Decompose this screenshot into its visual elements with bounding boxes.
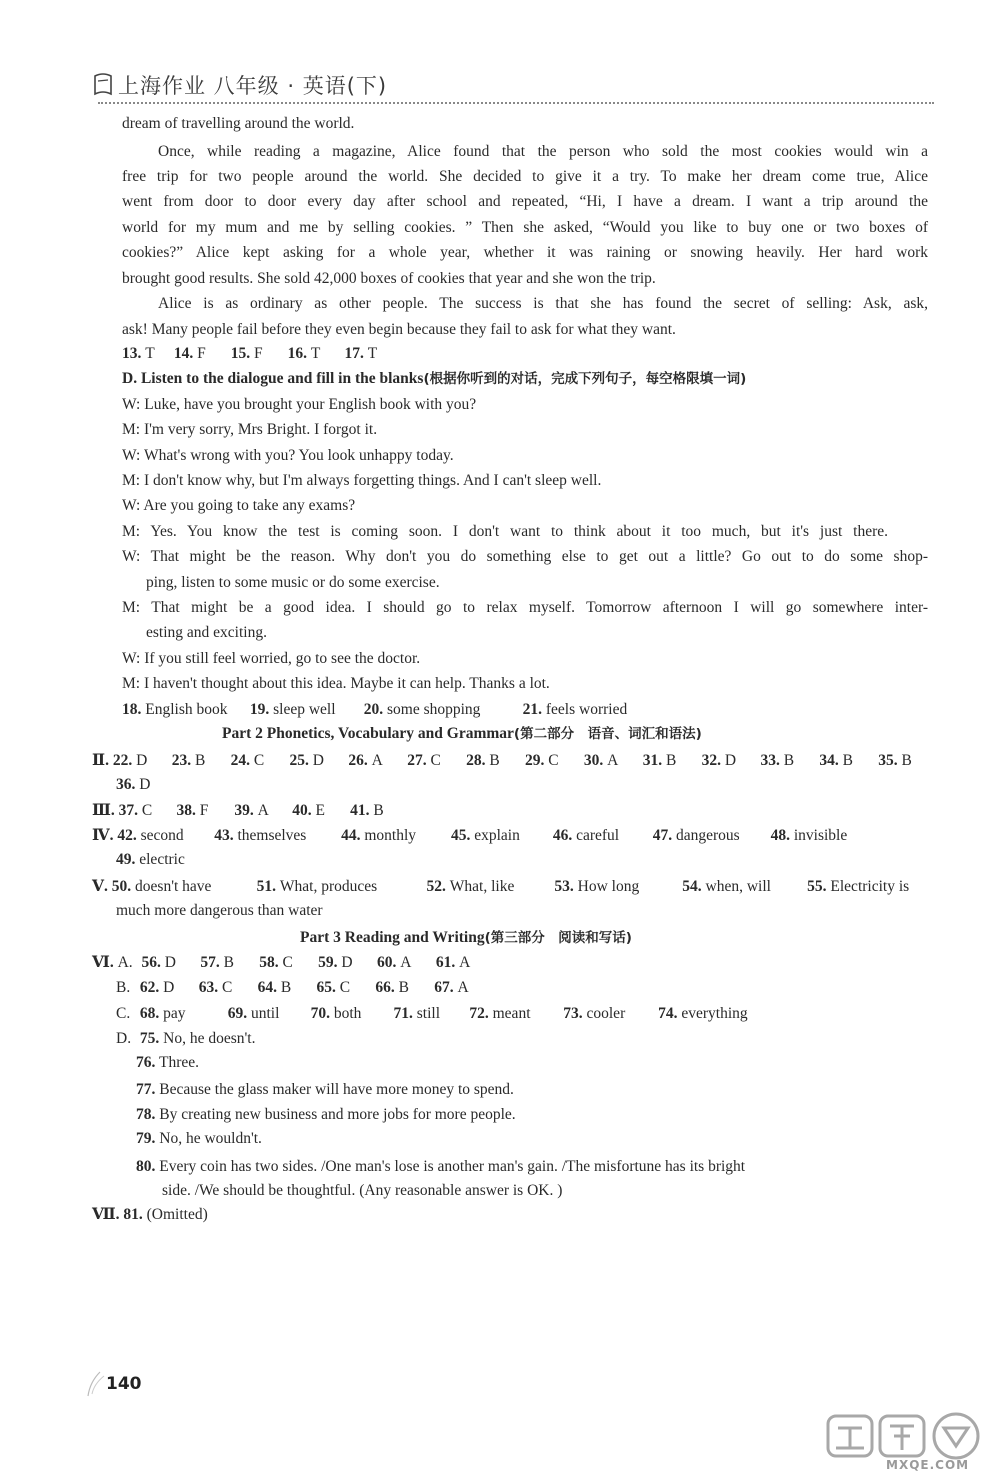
- answer-value: B: [842, 752, 853, 769]
- answer-value: A: [400, 954, 412, 971]
- answer-number: 52.: [426, 878, 446, 895]
- answer-number: 75.: [139, 1030, 160, 1047]
- answer-number: 24.: [230, 752, 250, 769]
- answer-number: 47.: [652, 827, 673, 844]
- answer-value: Three.: [158, 1054, 199, 1071]
- answer-value: What, like: [449, 878, 515, 895]
- answer-number: 16.: [287, 345, 307, 362]
- subsection-label: D.: [116, 1030, 132, 1047]
- answer-number: 15.: [230, 345, 251, 362]
- answer-value: T: [310, 345, 321, 362]
- roman-label: Ⅴ.: [92, 878, 108, 895]
- dialogue-line: W: That might be the reason. Why don't you do something else to get out a little? Go out to do some shop-: [122, 548, 928, 565]
- answer-value: C: [141, 802, 153, 819]
- answer-number: 56.: [141, 954, 161, 971]
- answer-value: F: [199, 802, 209, 819]
- answer-number: 29.: [524, 752, 545, 769]
- answer-value: A: [459, 954, 471, 971]
- answer-value: How long: [577, 878, 640, 895]
- section-heading-cn: (根据你听到的对话，完成下列句子，每空格限填一词): [423, 371, 747, 387]
- passage-line: brought good results. She sold 42,000 boxes of cookies that year and she won the trip.: [122, 270, 656, 287]
- answer-number: 36.: [116, 776, 136, 793]
- answer-value: B: [280, 979, 292, 996]
- answer-value: second: [140, 827, 184, 844]
- answer-value: invisible: [793, 827, 848, 844]
- dialogue-line: W: If you still feel worried, go to see the doctor.: [122, 650, 421, 667]
- answer-number: 46.: [552, 827, 573, 844]
- answer-number: 41.: [350, 802, 370, 819]
- answer-number: 79.: [136, 1130, 156, 1147]
- answer-number: 17.: [344, 345, 364, 362]
- answer-value: B: [223, 954, 234, 971]
- answer-value: some shopping: [387, 701, 481, 718]
- answer-number: 21.: [522, 701, 542, 718]
- answer-value: C: [548, 752, 559, 769]
- answer-number: 31.: [642, 752, 663, 769]
- roman-label: Ⅵ.: [92, 954, 114, 971]
- answer-value: By creating new business and more jobs for more people.: [159, 1106, 516, 1123]
- answer-number: 72.: [469, 1005, 489, 1022]
- passage-line: free trip for two people around the world. She decided to give it a try. To make her dream come true, Alice: [122, 168, 928, 185]
- answer-value: (Omitted): [146, 1206, 208, 1223]
- dialogue-line: M: I haven't thought about this idea. Maybe it can help. Thanks a lot.: [122, 675, 550, 692]
- answer-value: C: [339, 979, 351, 996]
- answer-number: 59.: [318, 954, 338, 971]
- answer-value: themselves: [237, 827, 307, 844]
- passage-line: dream of travelling around the world.: [122, 115, 355, 132]
- answer-value: meant: [492, 1005, 531, 1022]
- answer-number: 23.: [171, 752, 192, 769]
- answer-value: careful: [576, 827, 620, 844]
- dialogue-line: esting and exciting.: [146, 624, 267, 641]
- answer-value: B: [194, 752, 206, 769]
- answer-value: sleep well: [273, 701, 336, 718]
- dialogue-line: W: Luke, have you brought your English book with you?: [122, 396, 477, 413]
- answers-II-row1: [92, 751, 912, 771]
- answer-number: 35.: [878, 752, 898, 769]
- page-corner-decoration-icon: [86, 1368, 108, 1398]
- answer-number: 55.: [807, 878, 827, 895]
- answer-number: 20.: [363, 701, 384, 718]
- answer-number: 67.: [434, 979, 454, 996]
- answer-value: A: [457, 979, 469, 996]
- answer-80: [136, 1157, 745, 1177]
- answer-number: 26.: [348, 752, 368, 769]
- answer-value: cooler: [586, 1005, 626, 1022]
- answer-value: C: [430, 752, 441, 769]
- passage-line: Once, while reading a magazine, Alice found that the person who sold the most cookies would win a: [158, 143, 928, 160]
- part-title-cn: (第三部分 阅读和写话): [484, 930, 632, 946]
- answer-number: 34.: [819, 752, 839, 769]
- answer-value: Every coin has two sides. /One man's lose is another man's gain. /The misfortune has its bright: [159, 1158, 746, 1175]
- answer-value: D: [341, 954, 353, 971]
- answer-number: 62.: [139, 979, 160, 996]
- answer-value: C: [253, 752, 265, 769]
- page-title: 上海作业 八年级 · 英语(下): [118, 74, 388, 98]
- answer-number: 77.: [136, 1081, 156, 1098]
- answer-number: 39.: [234, 802, 254, 819]
- dialogue-line: M: Yes. You know the test is coming soon. I don't want to think about it too much, but it's just there.: [122, 523, 888, 540]
- page-number: 140: [106, 1374, 142, 1394]
- answers-18-21: [122, 700, 627, 720]
- answer-78: [136, 1105, 516, 1125]
- answer-number: 13.: [122, 345, 142, 362]
- answer-value: C: [222, 979, 233, 996]
- passage-line: world for my mum and me by selling cookies. ” Then she asked, “Would you like to buy one or two boxes of: [122, 219, 928, 236]
- answer-75: [116, 1029, 255, 1049]
- part3-heading: [300, 928, 632, 948]
- subsection-label: C.: [116, 1005, 131, 1022]
- answer-number: 78.: [136, 1106, 156, 1123]
- answer-number: 51.: [256, 878, 277, 895]
- answer-number: 25.: [289, 752, 309, 769]
- section-d-heading: [122, 369, 746, 389]
- answer-value: D: [163, 979, 175, 996]
- answer-80-continued: side. /We should be thoughtful. (Any reasonable answer is OK. ): [162, 1182, 563, 1199]
- answer-value: No, he doesn't.: [163, 1030, 256, 1047]
- answer-number: 19.: [249, 701, 270, 718]
- answer-value: T: [145, 345, 155, 362]
- answer-number: 48.: [770, 827, 790, 844]
- answer-number: 53.: [554, 878, 574, 895]
- answer-number: 49.: [116, 851, 136, 868]
- dialogue-line: W: Are you going to take any exams?: [122, 497, 356, 514]
- answer-79: [136, 1129, 262, 1149]
- answer-number: 57.: [200, 954, 220, 971]
- answer-number: 50.: [111, 878, 132, 895]
- answer-number: 42.: [117, 827, 137, 844]
- answer-number: 38.: [176, 802, 196, 819]
- answer-value: electric: [139, 851, 185, 868]
- answer-81: [92, 1205, 208, 1225]
- passage-line: ask! Many people fail before they even begin because they fail to ask for what they want.: [122, 321, 676, 338]
- answer-value: No, he wouldn't.: [159, 1130, 262, 1147]
- answer-number: 58.: [259, 954, 279, 971]
- answer-value: doesn't have: [135, 878, 212, 895]
- dialogue-line: ping, listen to some music or do some exercise.: [146, 574, 440, 591]
- answers-V-row1: [92, 877, 909, 897]
- answer-55-continued: much more dangerous than water: [116, 902, 323, 919]
- answer-value: B: [783, 752, 795, 769]
- answer-number: 22.: [112, 752, 133, 769]
- answers-III: [92, 801, 384, 821]
- answer-number: 68.: [139, 1005, 160, 1022]
- answer-number: 30.: [583, 752, 604, 769]
- answer-number: 28.: [466, 752, 486, 769]
- answer-number: 64.: [257, 979, 277, 996]
- answer-value: D: [312, 752, 324, 769]
- answers-IV-row1: [92, 826, 847, 846]
- answer-number: 63.: [198, 979, 219, 996]
- answer-number: 54.: [682, 878, 702, 895]
- answer-number: 61.: [435, 954, 456, 971]
- answer-number: 69.: [227, 1005, 248, 1022]
- subsection-label: B.: [116, 979, 131, 996]
- answer-value: dangerous: [675, 827, 740, 844]
- watermark-text: MXQE.COM: [886, 1458, 970, 1472]
- answer-value: C: [282, 954, 293, 971]
- answer-number: 14.: [173, 345, 194, 362]
- part-title-cn: (第二部分 语音、词汇和语法): [513, 726, 702, 742]
- answer-value: F: [254, 345, 263, 362]
- dialogue-line: M: I'm very sorry, Mrs Bright. I forgot it.: [122, 421, 378, 438]
- roman-label: Ⅱ.: [92, 752, 109, 769]
- roman-label: Ⅲ.: [92, 802, 115, 819]
- answer-number: 44.: [341, 827, 361, 844]
- answers-II-row2: [116, 775, 150, 795]
- answer-value: both: [333, 1005, 362, 1022]
- answers-VI-B: [116, 978, 469, 998]
- roman-label: Ⅶ.: [92, 1206, 120, 1223]
- answer-value: E: [315, 802, 325, 819]
- answer-value: B: [373, 802, 384, 819]
- answer-value: D: [164, 954, 176, 971]
- dialogue-line: M: That might be a good idea. I should go to relax myself. Tomorrow afternoon I will go somewhere inter-: [122, 599, 928, 616]
- subsection-label: A.: [117, 954, 133, 971]
- answer-value: A: [257, 802, 269, 819]
- answers-VI-C: [116, 1004, 748, 1024]
- answer-value: D: [136, 752, 148, 769]
- part-title: Part 2 Phonetics, Vocabulary and Grammar: [222, 725, 514, 742]
- answer-value: Electricity is: [830, 878, 910, 895]
- answer-value: still: [416, 1005, 441, 1022]
- answer-value: pay: [163, 1005, 186, 1022]
- answer-value: everything: [681, 1005, 748, 1022]
- answer-value: D: [724, 752, 737, 769]
- answer-number: 74.: [658, 1005, 678, 1022]
- passage-line: cookies?” Alice kept asking for a whole year, whether it was raining or snowing heavily. Her hard work: [122, 244, 928, 261]
- answers-IV-row2: [116, 850, 185, 870]
- answer-number: 18.: [122, 701, 142, 718]
- answer-number: 66.: [375, 979, 395, 996]
- answer-value: Because the glass maker will have more money to spend.: [159, 1081, 514, 1098]
- answer-number: 76.: [136, 1054, 156, 1071]
- dialogue-line: W: What's wrong with you? You look unhappy today.: [122, 447, 454, 464]
- answer-number: 33.: [760, 752, 780, 769]
- answer-number: 60.: [376, 954, 397, 971]
- answer-number: 65.: [316, 979, 336, 996]
- answer-value: T: [367, 345, 378, 362]
- answer-77: [136, 1080, 514, 1100]
- answer-number: 32.: [701, 752, 721, 769]
- answer-value: D: [139, 776, 151, 793]
- passage-line: went from door to door every day after school and repeated, “Hi, I have a dream. I want a trip around the: [122, 193, 928, 210]
- header-divider: [98, 102, 934, 104]
- dialogue-line: M: I don't know why, but I'm always forgetting things. And I can't sleep well.: [122, 472, 602, 489]
- answer-value: when, will: [705, 878, 771, 895]
- answer-number: 70.: [310, 1005, 330, 1022]
- answer-number: 71.: [393, 1005, 413, 1022]
- answer-number: 81.: [123, 1206, 143, 1223]
- roman-label: Ⅳ.: [92, 827, 114, 844]
- answer-value: B: [398, 979, 409, 996]
- answer-number: 40.: [292, 802, 312, 819]
- answer-value: B: [901, 752, 912, 769]
- answer-value: until: [251, 1005, 280, 1022]
- page-header: [92, 70, 387, 100]
- book-logo-icon: [92, 72, 114, 98]
- answer-value: F: [197, 345, 206, 362]
- answer-number: 73.: [563, 1005, 583, 1022]
- answer-value: explain: [474, 827, 520, 844]
- answer-value: B: [489, 752, 500, 769]
- part2-heading: [222, 724, 702, 744]
- passage-line: Alice is as ordinary as other people. The success is that she has found the secret of selling: Ask, ask,: [158, 295, 928, 312]
- answer-number: 80.: [136, 1158, 156, 1175]
- answer-76: [136, 1053, 199, 1073]
- part-title: Part 3 Reading and Writing: [300, 929, 485, 946]
- answer-value: A: [607, 752, 619, 769]
- answer-value: feels worried: [545, 701, 628, 718]
- answer-value: B: [665, 752, 677, 769]
- section-heading: D. Listen to the dialogue and fill in the blanks: [122, 370, 424, 387]
- answers-VI-A: [92, 953, 470, 973]
- answer-number: 43.: [214, 827, 234, 844]
- answer-value: A: [371, 752, 383, 769]
- answers-13-17: [122, 344, 377, 364]
- answer-value: English book: [145, 701, 228, 718]
- answer-number: 37.: [118, 802, 139, 819]
- answer-number: 27.: [407, 752, 427, 769]
- answer-number: 45.: [450, 827, 471, 844]
- answer-value: What, produces: [279, 878, 378, 895]
- answer-value: monthly: [364, 827, 417, 844]
